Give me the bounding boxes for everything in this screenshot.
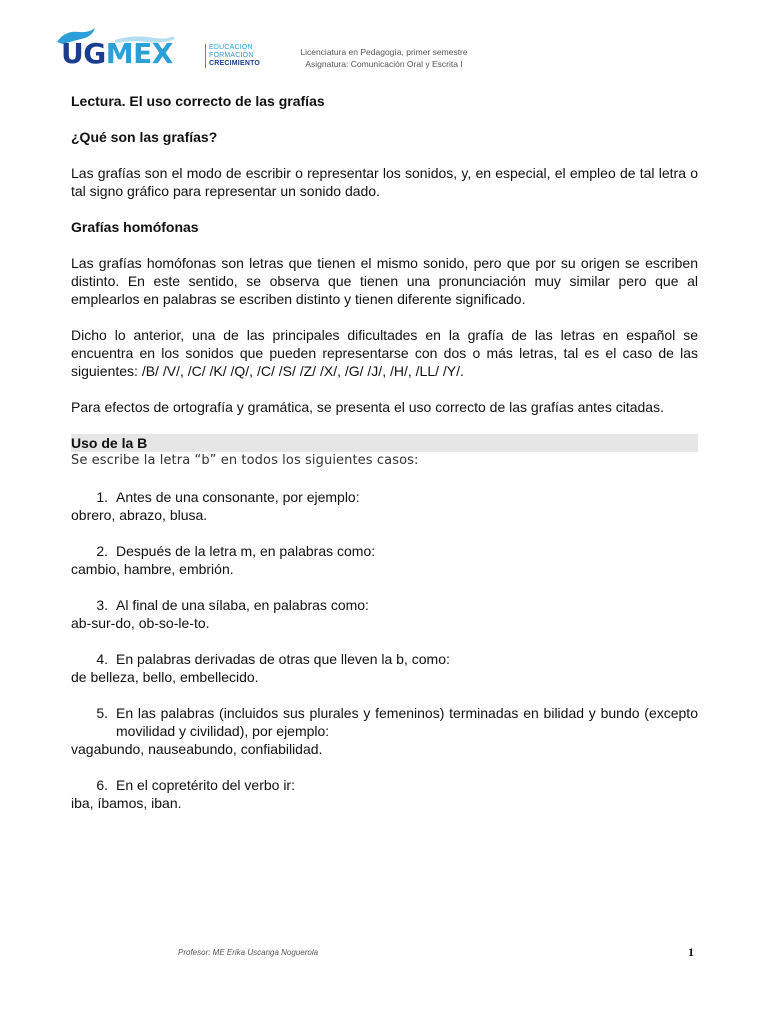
list-text: Antes de una consonante, por ejemplo: xyxy=(116,489,360,505)
heading-homophones: Grafías homófonas xyxy=(71,219,199,235)
list-item xyxy=(71,776,698,794)
section-heading-b: Uso de la B xyxy=(71,434,698,452)
list-item xyxy=(71,704,698,740)
paragraph: Dicho lo anterior, una de las principales dificultades en la grafía de las letras en español se encuentra en los sonidos que pueden representarse con dos o más letras, tal es el caso de las siguientes: /B/ /V/, /C/ /K/ /Q/, /C/ /S/ /Z/ /X/, /G/ /J/, /H/, /LL/ /Y/. xyxy=(71,327,698,379)
list-number: 4. xyxy=(96,651,108,667)
logo-tagline xyxy=(205,44,260,68)
logo-mex: MEX xyxy=(105,37,173,70)
paragraph: Las grafías son el modo de escribir o representar los sonidos, y, en especial, el empleo de tal letra o tal signo gráfico para representar un sonido dado. xyxy=(71,165,698,199)
list-number: 1. xyxy=(96,489,108,505)
logo-ug: UG xyxy=(61,37,106,70)
list-text: Después de la letra m, en palabras como: xyxy=(116,543,376,559)
list-number: 2. xyxy=(96,543,108,559)
example-words: obrero, abrazo, blusa. xyxy=(71,507,208,523)
example-words: ab-sur-do, ob-so-le-to. xyxy=(71,615,210,631)
list-number: 5. xyxy=(96,705,108,721)
list-text: En palabras derivadas de otras que lleven la b, como: xyxy=(116,651,450,667)
list-text: En el copretérito del verbo ir: xyxy=(116,777,295,793)
example-words: iba, íbamos, iban. xyxy=(71,795,182,811)
example-words: cambio, hambre, embrión. xyxy=(71,561,234,577)
heading-what-are-grafias: ¿Qué son las grafías? xyxy=(71,129,218,145)
course-info xyxy=(268,46,500,70)
list-item xyxy=(71,650,698,668)
reading-title: Lectura. El uso correcto de las grafías xyxy=(71,93,325,109)
footer-professor: Profesor: ME Erika Uscanga Noguerola xyxy=(178,948,319,957)
example-words: vagabundo, nauseabundo, confiabilidad. xyxy=(71,741,323,757)
section-intro: Se escribe la letra “b” en todos los siguientes casos: xyxy=(71,453,419,468)
list-text: En las palabras (incluidos sus plurales y femeninos) terminadas en bilidad y bundo (excepto movilidad y civilidad), por ejemplo: xyxy=(116,705,698,739)
tagline-line: FORMACIÓN xyxy=(209,52,254,59)
page-header xyxy=(0,0,768,80)
ugmex-logo xyxy=(55,26,261,74)
list-number: 3. xyxy=(96,597,108,613)
paragraph: Para efectos de ortografía y gramática, se presenta el uso correcto de las grafías antes citadas. xyxy=(71,399,664,415)
list-number: 6. xyxy=(96,777,108,793)
page-number: 1 xyxy=(688,945,694,959)
paragraph: Las grafías homófonas son letras que tienen el mismo sonido, pero que por su origen se escriben distinto. En este sentido, se observa que tienen una pronunciación muy similar pero que al emplearlos en palabras se escriben distinto y tienen diferente significado. xyxy=(71,255,698,307)
list-item xyxy=(71,488,698,506)
tagline-line: EDUCACIÓN xyxy=(209,44,253,51)
list-item xyxy=(71,596,698,614)
tagline-line: CRECIMIENTO xyxy=(209,60,261,67)
example-words: de belleza, bello, embellecido. xyxy=(71,669,259,685)
list-item xyxy=(71,542,698,560)
logo-wordmark xyxy=(61,37,173,70)
list-text: Al final de una sílaba, en palabras como: xyxy=(116,597,369,613)
subject-name: Asignatura: Comunicación Oral y Escrita I xyxy=(305,59,463,69)
document-body xyxy=(71,92,698,812)
program-name: Licenciatura en Pedagogía, primer semestre xyxy=(300,47,468,57)
